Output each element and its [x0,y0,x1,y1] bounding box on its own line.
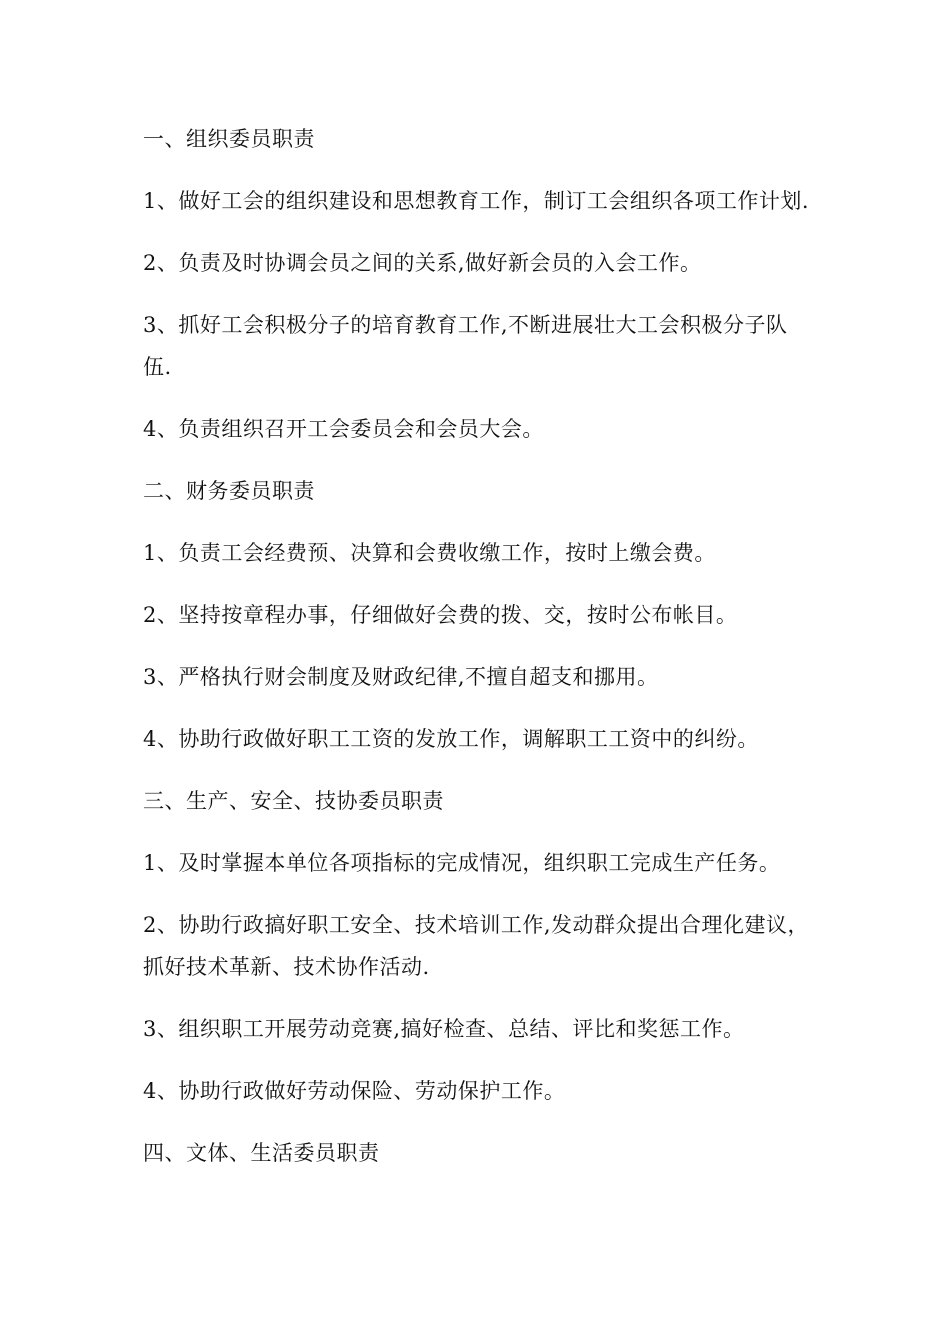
section-1-item-2: 2、负责及时协调会员之间的关系,做好新会员的入会工作。 [143,251,702,275]
section-1-item-1: 1、做好工会的组织建设和思想教育工作，制订工会组织各项工作计划. [143,189,810,213]
section-heading-4: 四、文体、生活委员职责 [143,1141,380,1165]
section-2-item-3: 3、严格执行财会制度及财政纪律,不擅自超支和挪用。 [143,665,659,689]
section-3-item-1: 1、及时掌握本单位各项指标的完成情况，组织职工完成生产任务。 [143,851,781,875]
section-2-item-4: 4、协助行政做好职工工资的发放工作，调解职工工资中的纠纷。 [143,727,759,751]
section-3-item-3: 3、组织职工开展劳动竞赛,搞好检查、总结、评比和奖惩工作。 [143,1017,745,1041]
section-1-item-3: 3、抓好工会积极分子的培育教育工作,不断进展壮大工会积极分子队伍. [143,313,788,379]
section-1-item-4: 4、负责组织召开工会委员会和会员大会。 [143,417,544,441]
document-body [143,118,813,1194]
section-2-item-2: 2、坚持按章程办事，仔细做好会费的拨、交，按时公布帐目。 [143,603,738,627]
section-3-item-4: 4、协助行政做好劳动保险、劳动保护工作。 [143,1079,566,1103]
section-heading-2: 二、财务委员职责 [143,479,315,503]
section-heading-1: 一、组织委员职责 [143,127,315,151]
section-2-item-1: 1、负责工会经费预、决算和会费收缴工作，按时上缴会费。 [143,541,716,565]
section-3-item-2: 2、协助行政搞好职工安全、技术培训工作,发动群众提出合理化建议，抓好技术革新、技术协作活动. [143,913,810,979]
section-heading-3: 三、生产、安全、技协委员职责 [143,789,444,813]
